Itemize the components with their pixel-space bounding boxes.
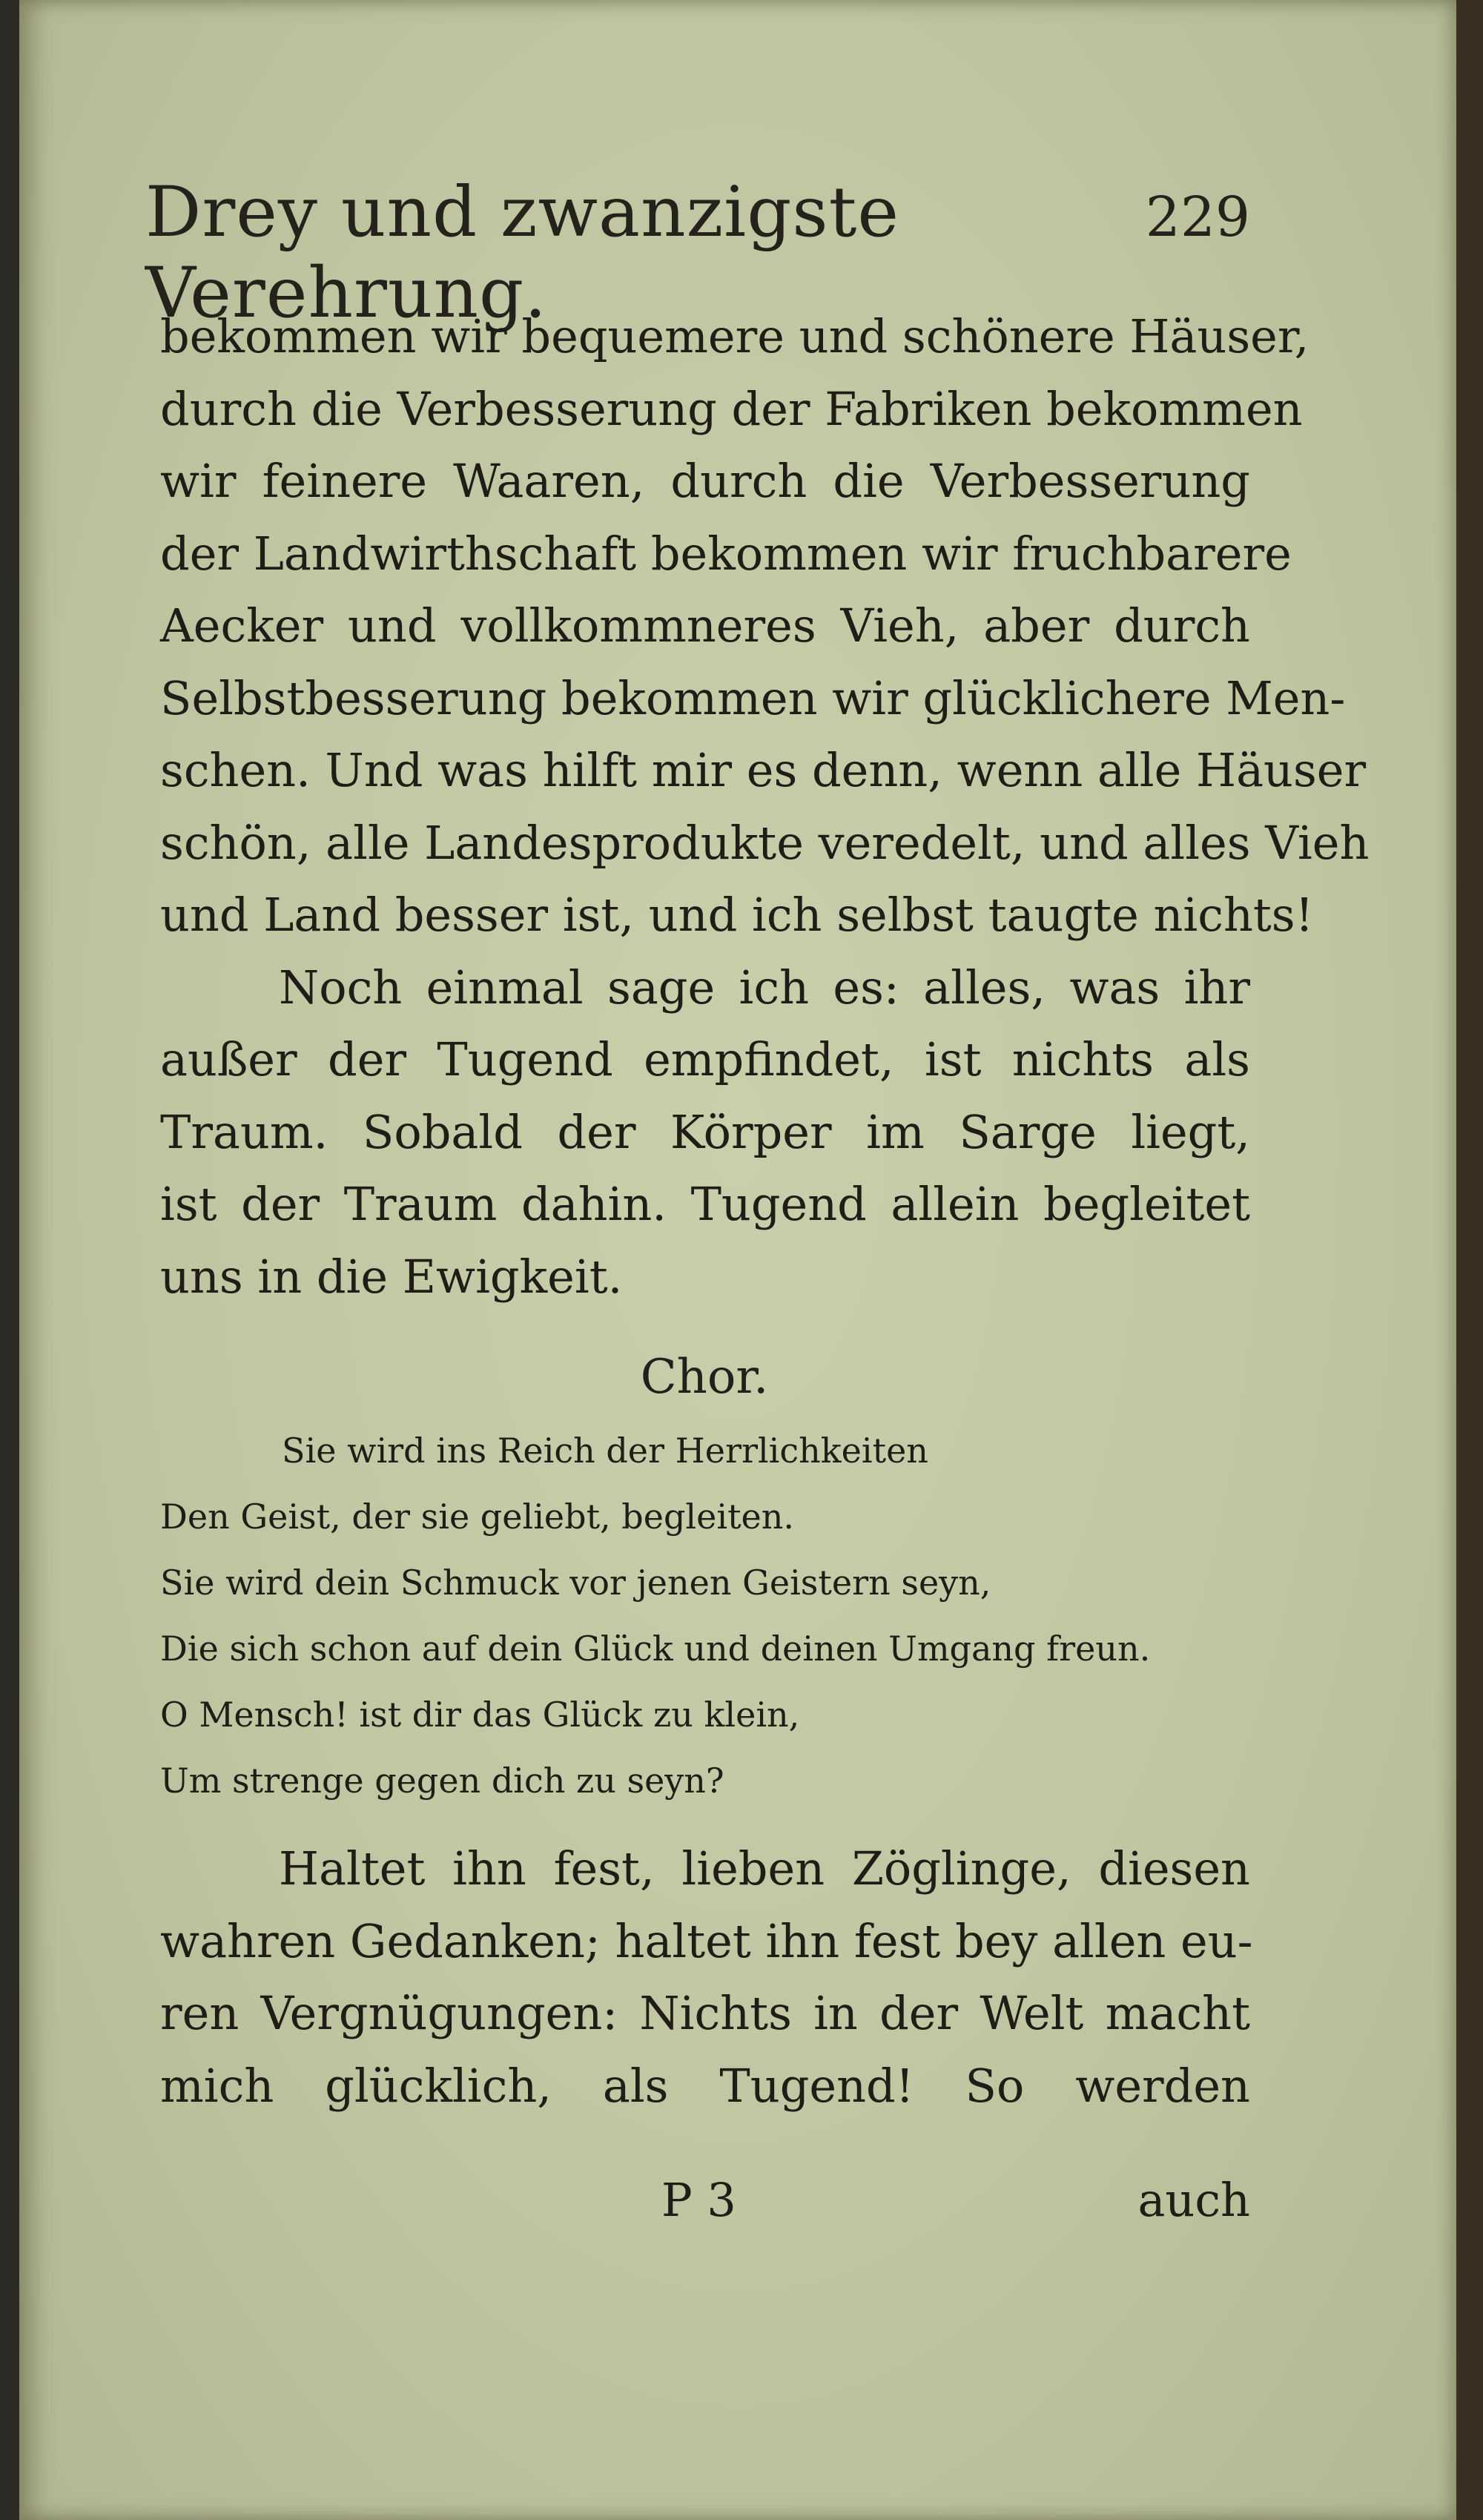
text-line: ren Vergnügungen: Nichts in der Welt macht — [160, 1986, 1250, 2040]
text-line: Noch einmal sage ich es: alles, was ihr — [279, 960, 1250, 1015]
running-title: Drey und zwanzigste Verehrung. — [145, 172, 900, 334]
book-cover-edge — [1456, 0, 1483, 2520]
book-spine-edge — [0, 0, 19, 2520]
text-line: uns in die Ewigkeit. — [160, 1249, 623, 1304]
page-number: 229 — [1145, 185, 1250, 249]
paragraph-1 — [160, 300, 1370, 1313]
text-line: ist der Traum dahin. Tugend allein begleitet — [160, 1177, 1250, 1231]
text-line: bekommen wir bequemere und schönere Häuser, — [160, 309, 1309, 363]
text-line: Aecker und vollkommneres Vieh, aber durch — [160, 598, 1250, 653]
text-line: schen. Und was hilft mir es denn, wenn alle Häuser — [160, 743, 1367, 797]
text-line: außer der Tugend empfindet, ist nichts als — [160, 1032, 1250, 1086]
text-line: wir feinere Waaren, durch die Verbesserung — [160, 454, 1250, 508]
verse-line: Die sich schon auf dein Glück und deinen Umgang freun. — [160, 1629, 1151, 1669]
chorus-heading: Chor. — [640, 1350, 769, 1405]
text-line: Traum. Sobald der Körper im Sarge liegt, — [160, 1104, 1250, 1159]
running-header — [145, 172, 1250, 334]
text-line: und Land besser ist, und ich selbst taugte nichts! — [160, 888, 1314, 942]
verse-line: Sie wird dein Schmuck vor jenen Geistern seyn, — [160, 1563, 991, 1603]
text-line: mich glücklich, als Tugend! So werden — [160, 2058, 1250, 2113]
text-line: durch die Verbesserung der Fabriken bekommen — [160, 381, 1303, 436]
text-line: wahren Gedanken; haltet ihn fest bey allen eu- — [160, 1913, 1253, 1968]
verse-line: Um strenge gegen dich zu seyn? — [160, 1761, 724, 1801]
text-line: schön, alle Landesprodukte veredelt, und alles Vieh — [160, 815, 1370, 870]
text-line: der Landwirthschaft bekommen wir fruchbarere — [160, 526, 1292, 581]
chorus-verse — [160, 1418, 1250, 1814]
text-line: Haltet ihn fest, lieben Zöglinge, diesen — [279, 1841, 1250, 1896]
text-line: Selbstbesserung bekommen wir glücklichere Men- — [160, 670, 1346, 725]
page-footer — [160, 2173, 1250, 2232]
verse-line: O Mensch! ist dir das Glück zu klein, — [160, 1695, 800, 1735]
signature-mark: P 3 — [661, 2173, 736, 2227]
catchword: auch — [1137, 2173, 1250, 2227]
verse-line: Den Geist, der sie geliebt, begleiten. — [160, 1497, 795, 1537]
paragraph-3 — [160, 1832, 1253, 2121]
verse-line: Sie wird ins Reich der Herrlichkeiten — [282, 1431, 928, 1471]
